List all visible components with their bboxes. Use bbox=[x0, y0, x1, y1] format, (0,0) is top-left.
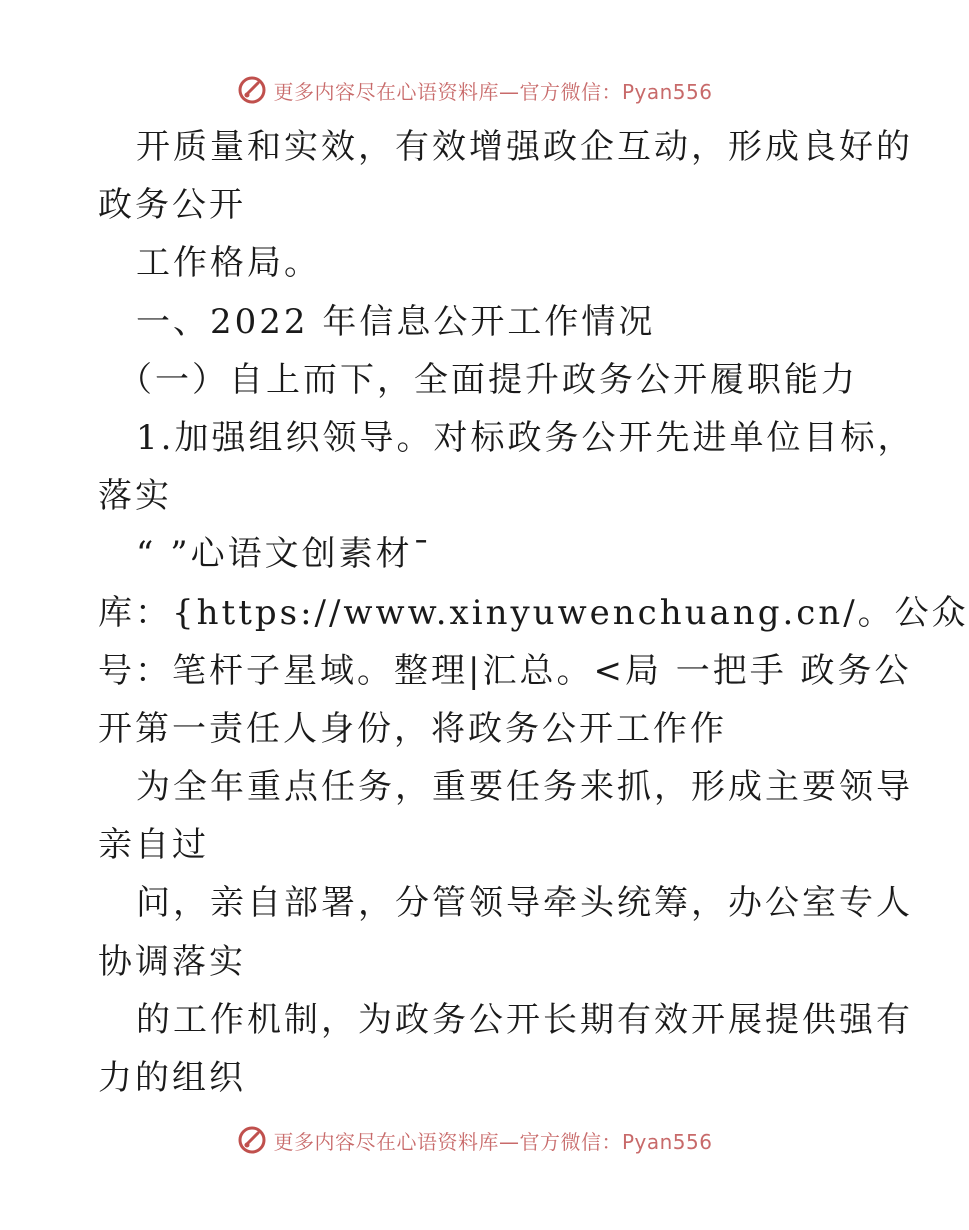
subsection-heading: （一）自上而下，全面提升政务公开履职能力 bbox=[118, 359, 858, 400]
banner-text: 更多内容尽在心语资料库—官方微信：Pyan556 bbox=[273, 79, 713, 104]
text-line: 号：笔杆子星域。整理|汇总。<局 一把手 政务公 bbox=[98, 650, 912, 691]
brush-seal-logo-icon bbox=[237, 1125, 267, 1155]
text-line: 开质量和实效，有效增强政企互动，形成良好的 bbox=[136, 127, 913, 167]
text-line: 落实 bbox=[98, 476, 172, 517]
text-line: 亲自过 bbox=[98, 825, 209, 866]
text-line: 1.加强组织领导。对标政务公开先进单位目标， bbox=[136, 417, 915, 458]
text-line: 开第一责任人身份，将政务公开工作作 bbox=[98, 708, 727, 749]
brush-seal-logo-icon bbox=[237, 75, 267, 105]
text-line: 的工作机制，为政务公开长期有效开展提供强有 bbox=[136, 999, 913, 1040]
text-line: 问，亲自部署，分管领导牵头统筹，办公室专人 bbox=[136, 883, 913, 924]
text-line: 力的组织 bbox=[98, 1058, 246, 1098]
footer-banner bbox=[0, 1120, 950, 1160]
text-line: “ ”心语文创素材¯ bbox=[136, 534, 433, 575]
header-banner bbox=[0, 70, 950, 110]
text-line: 库：{https://www.xinyuwenchuang.cn/。公众 bbox=[98, 592, 969, 633]
banner-text: 更多内容尽在心语资料库—官方微信：Pyan556 bbox=[273, 1129, 713, 1154]
document-body bbox=[98, 118, 969, 1107]
text-line: 工作格局。 bbox=[136, 243, 321, 284]
section-heading: 一、2022 年信息公开工作情况 bbox=[136, 301, 656, 342]
text-line: 协调落实 bbox=[98, 941, 246, 982]
text-line: 为全年重点任务，重要任务来抓，形成主要领导 bbox=[136, 767, 913, 808]
text-line: 政务公开 bbox=[98, 185, 246, 226]
